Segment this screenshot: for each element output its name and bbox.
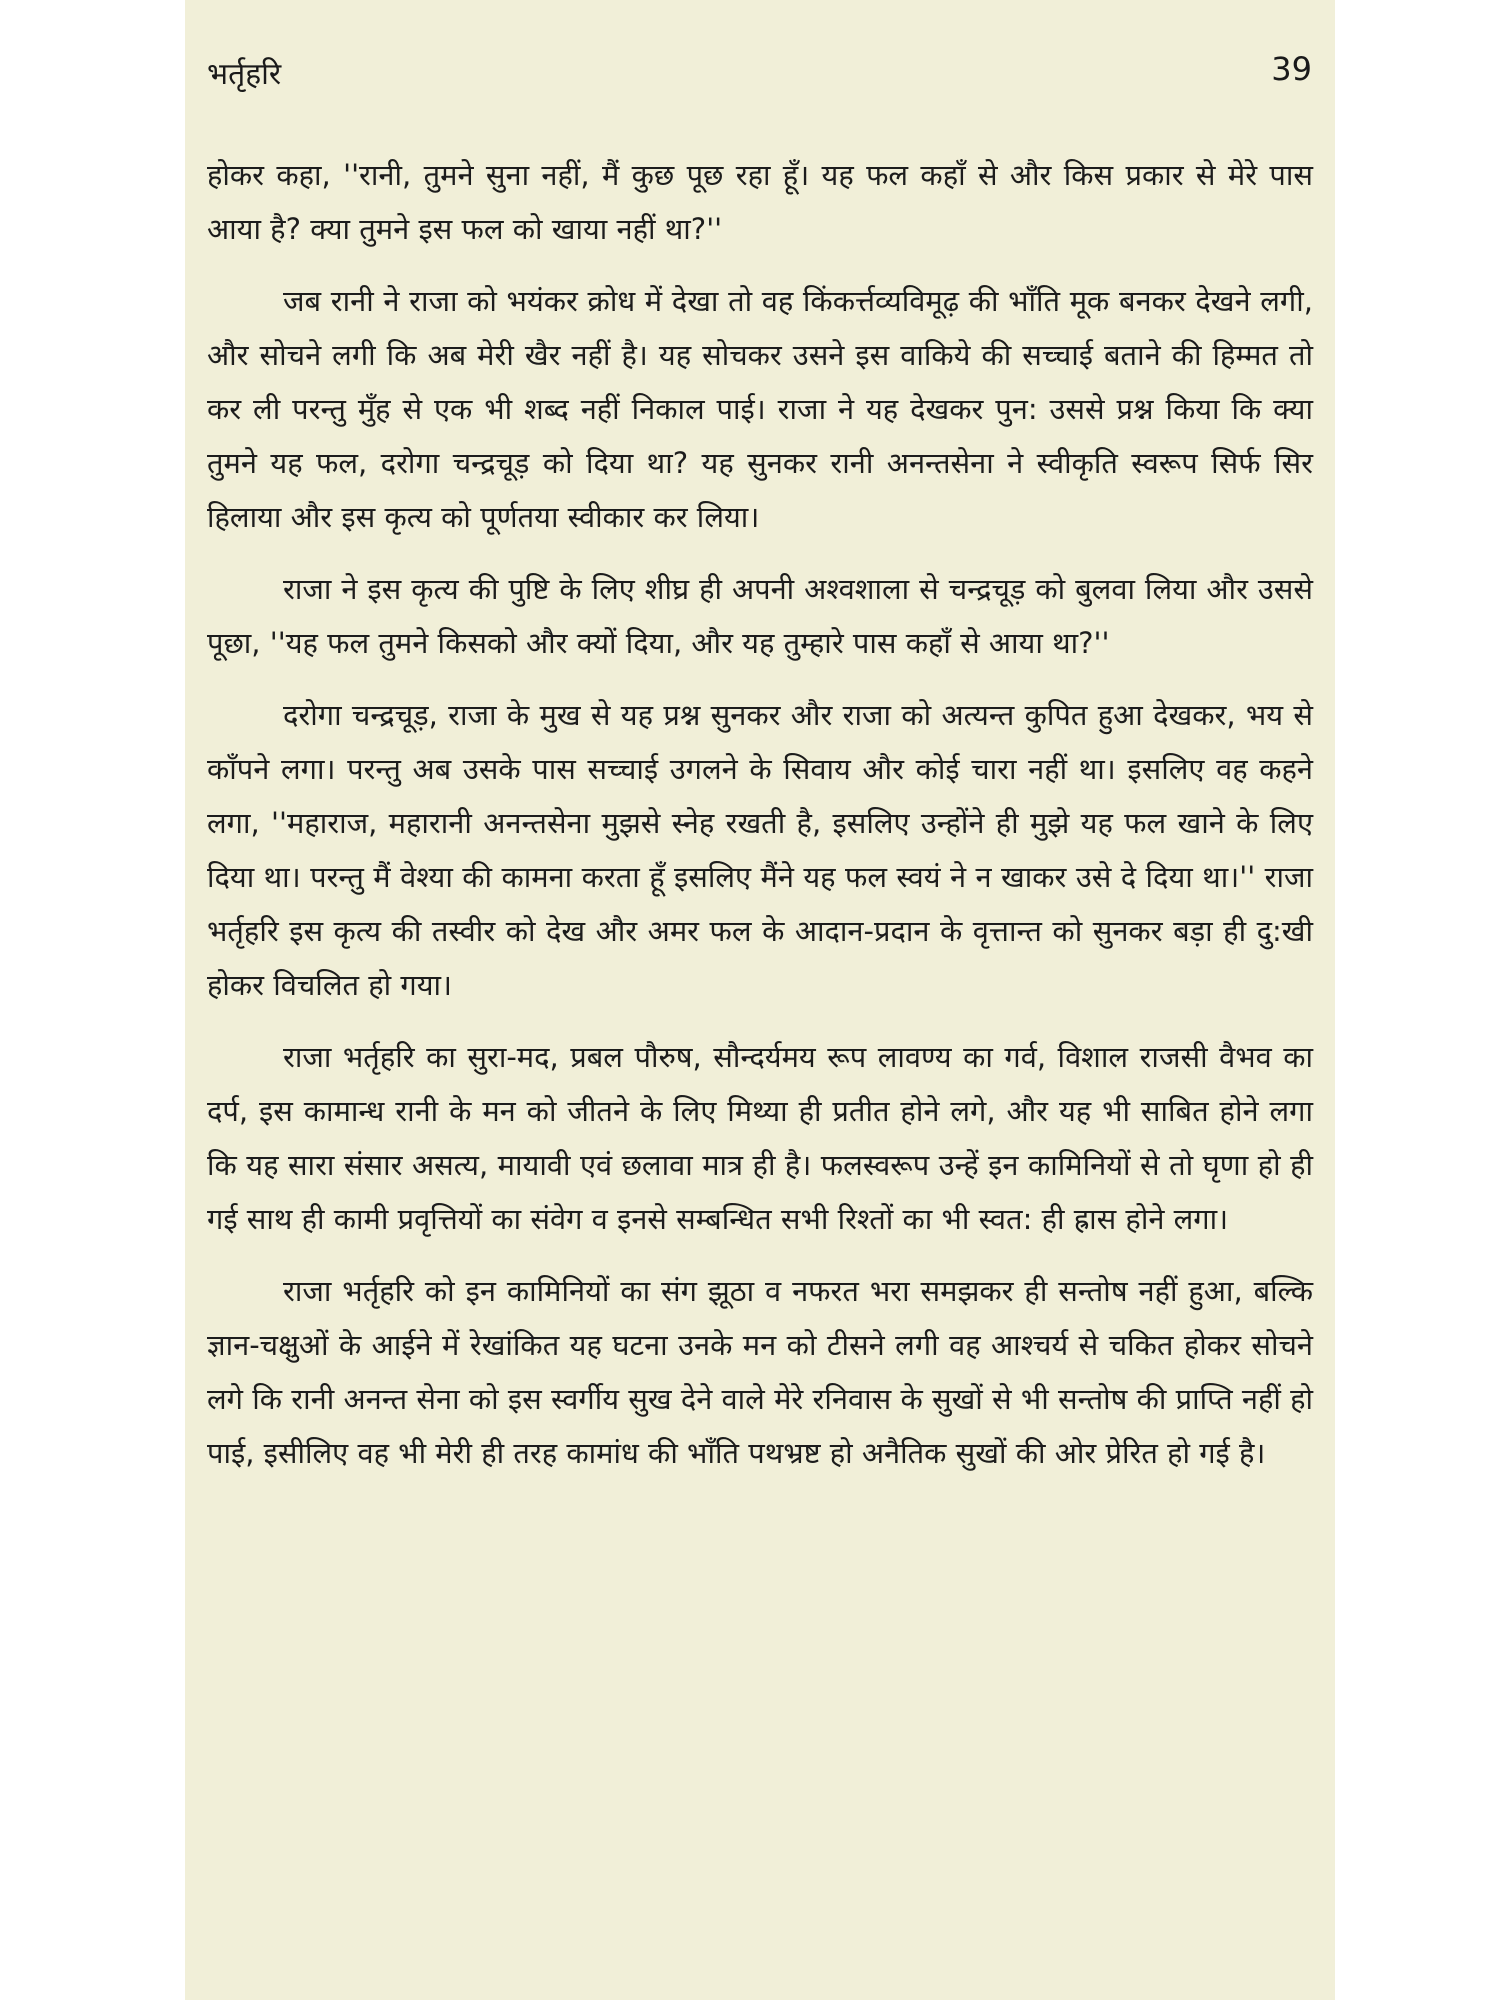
paragraph: जब रानी ने राजा को भयंकर क्रोध में देखा तो वह किंकर्त्तव्यविमूढ़ की भाँति मूक बनकर देखने लगी, और सोचने लगी कि अब मेरी खैर नहीं है। यह सोचकर उसने इस वाकिये की सच्चाई बताने की हिम्मत तो कर ली परन्तु मुँह से एक भी शब्द नहीं निकाल पाई। राजा ने यह देखकर पुन: उससे प्रश्न किया कि क्या तुमने यह फल, दरोगा चन्द्रचूड़ को दिया था? यह सुनकर रानी अनन्तसेना ने स्वीकृति स्वरूप सिर्फ सिर हिलाया और इस कृत्य को पूर्णतया स्वीकार कर लिया।: [207, 284, 1313, 534]
paragraph: राजा भर्तृहरि को इन कामिनियों का संग झूठा व नफरत भरा समझकर ही सन्तोष नहीं हुआ, बल्कि ज्ञान-चक्षुओं के आईने में रेखांकित यह घटना उनके मन को टीसने लगी वह आश्चर्य से चकित होकर सोचने लगे कि रानी अनन्त सेना को इस स्वर्गीय सुख देने वाले मेरे रनिवास के सुखों से भी सन्तोष की प्राप्ति नहीं हो पाई, इसीलिए वह भी मेरी ही तरह कामांध की भाँति पथभ्रष्ट हो अनैतिक सुखों की ओर प्रेरित हो गई है।: [207, 1274, 1313, 1470]
paragraph: राजा भर्तृहरि का सुरा-मद, प्रबल पौरुष, सौन्दर्यमय रूप लावण्य का गर्व, विशाल राजसी वैभव का दर्प, इस कामान्ध रानी के मन को जीतने के लिए मिथ्या ही प्रतीत होने लगे, और यह भी साबित होने लगा कि यह सारा संसार असत्य, मायावी एवं छलावा मात्र ही है। फलस्वरूप उन्हें इन कामिनियों से तो घृणा हो ही गई साथ ही कामी प्रवृत्तियों का संवेग व इनसे सम्बन्धित सभी रिश्तों का भी स्वत: ही ह्रास होने लगा।: [207, 1040, 1313, 1236]
page-number: 39: [1271, 50, 1312, 88]
running-title: भर्तृहरि: [207, 57, 282, 92]
body-text: [207, 148, 1313, 1498]
paragraph: राजा ने इस कृत्य की पुष्टि के लिए शीघ्र ही अपनी अश्वशाला से चन्द्रचूड़ को बुलवा लिया और उससे पूछा, ''यह फल तुमने किसको और क्यों दिया, और यह तुम्हारे पास कहाँ से आया था?'': [207, 572, 1313, 660]
paragraph: दरोगा चन्द्रचूड़, राजा के मुख से यह प्रश्न सुनकर और राजा को अत्यन्त कुपित हुआ देखकर, भय से काँपने लगा। परन्तु अब उसके पास सच्चाई उगलने के सिवाय और कोई चारा नहीं था। इसलिए वह कहने लगा, ''महाराज, महारानी अनन्तसेना मुझसे स्नेह रखती है, इसलिए उन्होंने ही मुझे यह फल खाने के लिए दिया था। परन्तु मैं वेश्या की कामना करता हूँ इसलिए मैंने यह फल स्वयं ने न खाकर उसे दे दिया था।'' राजा भर्तृहरि इस कृत्य की तस्वीर को देख और अमर फल के आदान-प्रदान के वृत्तान्त को सुनकर बड़ा ही दु:खी होकर विचलित हो गया।: [207, 698, 1313, 1002]
paragraph: होकर कहा, ''रानी, तुमने सुना नहीं, मैं कुछ पूछ रहा हूँ। यह फल कहाँ से और किस प्रकार से मेरे पास आया है? क्या तुमने इस फल को खाया नहीं था?'': [207, 158, 1313, 246]
